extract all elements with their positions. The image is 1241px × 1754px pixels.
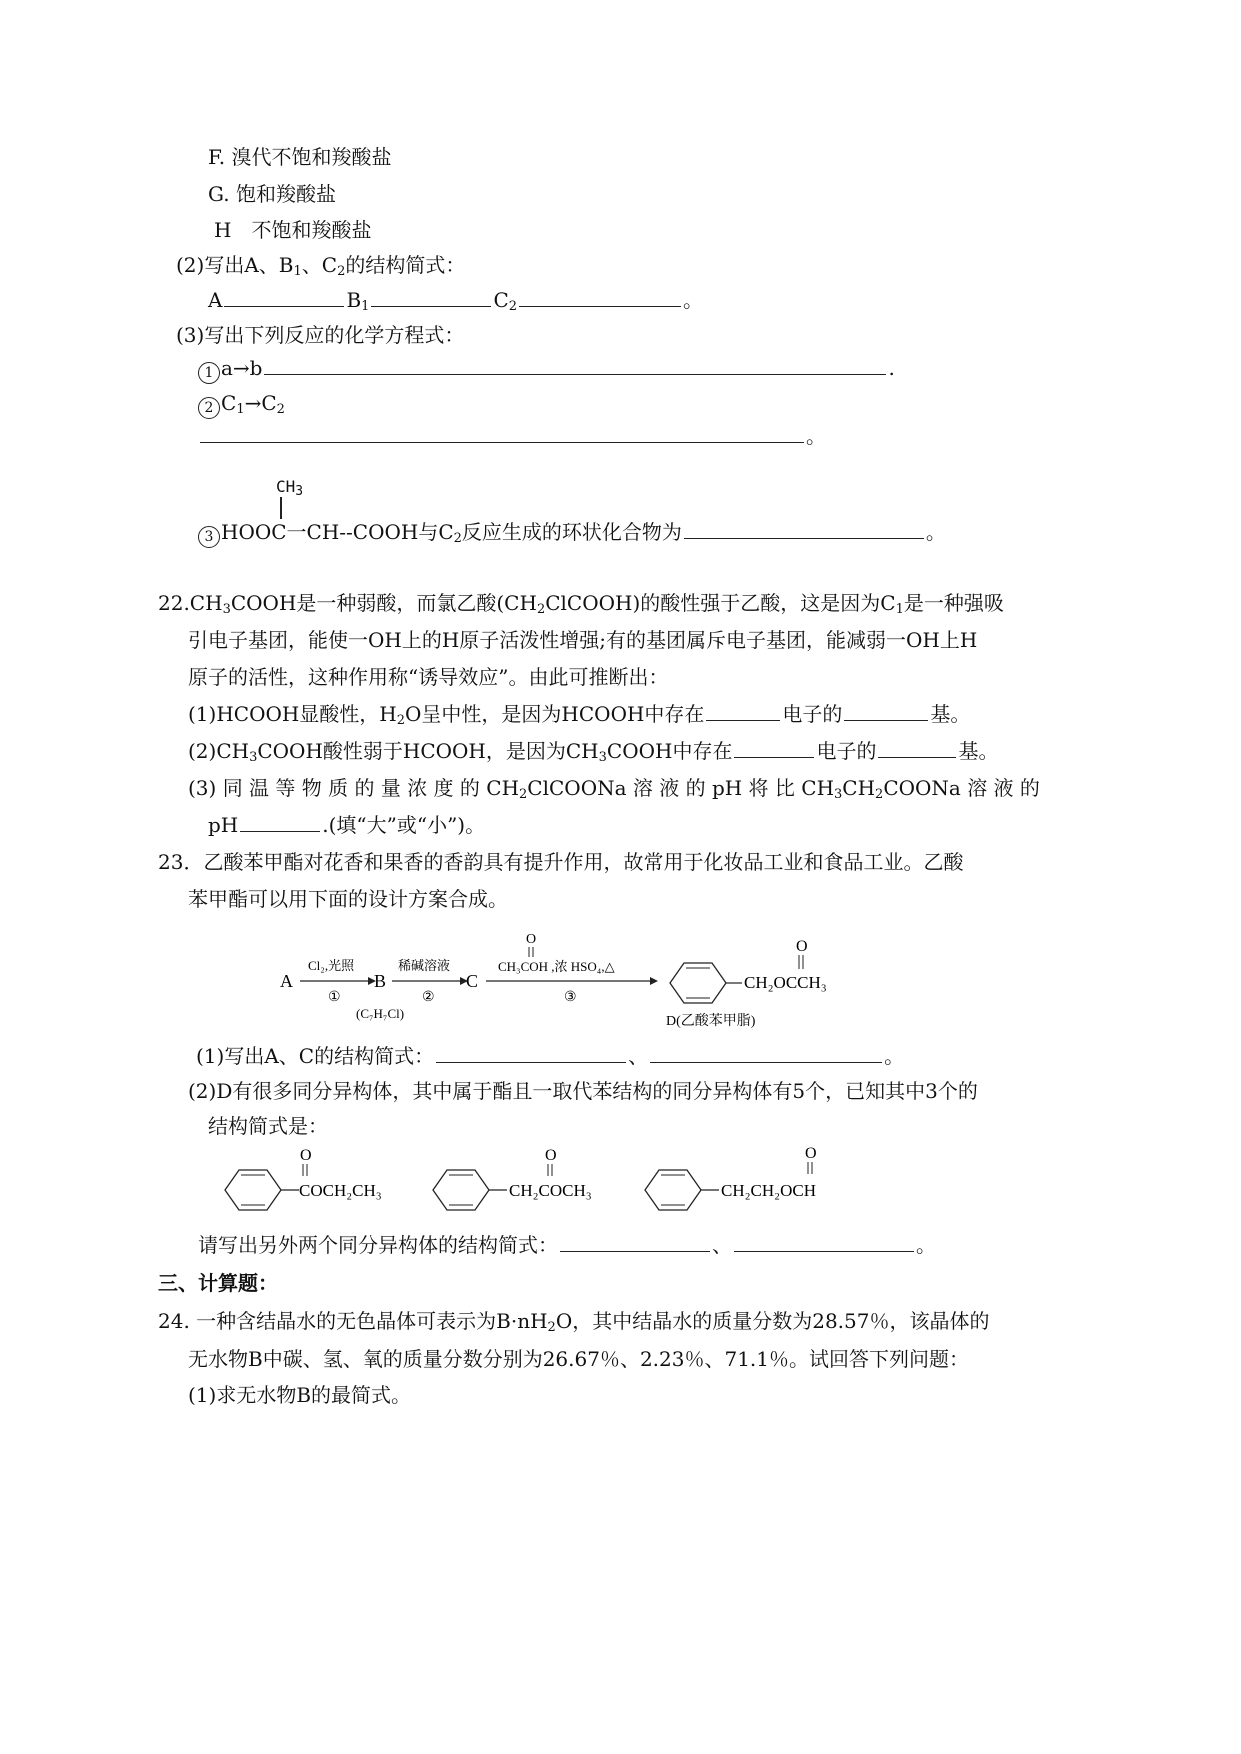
scheme-compound-a: A	[280, 971, 293, 991]
q23-part2-line-3: 请写出另外两个同分异构体的结构简式： 、 。	[198, 1233, 936, 1257]
q22-line-2: 引电子基团，能使一OH上的H原子活泼性增强;有的基团属斥电子基团，能减弱一OH上H	[188, 628, 978, 652]
q22-line-3: 原子的活性，这种作用称“诱导效应”。由此可推断出：	[188, 665, 669, 689]
q24-line-1: 24. 一种含结晶水的无色晶体可表示为$B\cdot nH_2O$，其中结晶水的质量分数为28.57％，该晶体的	[158, 1309, 990, 1335]
answer-blank-22-1b[interactable]	[844, 702, 928, 721]
benzene-ring-icon	[433, 1170, 489, 1210]
isomer-3-oxygen: O	[805, 1145, 817, 1162]
scheme-condition-1: Cl₂,光照	[308, 958, 355, 973]
answer-blank-a[interactable]	[224, 288, 344, 307]
q24-line-2: 无水物B中碳、氢、氧的质量分数分别为26.67％、2.23％、71.1％。试回答下列问题：	[188, 1347, 970, 1371]
option-g: G. 饱和羧酸盐	[208, 182, 336, 206]
section-3-heading: 三、计算题：	[158, 1271, 278, 1295]
answer-blank-eq3[interactable]	[684, 520, 924, 539]
answer-blank-22-2b[interactable]	[878, 739, 956, 758]
equation-2-answer-line: 。	[198, 423, 826, 449]
answer-blank-23-isomer-5[interactable]	[734, 1233, 914, 1252]
answer-blank-eq1[interactable]	[264, 356, 886, 375]
scheme-step-2: ②	[422, 990, 435, 1005]
answer-blank-23-c[interactable]	[650, 1044, 882, 1063]
methyl-bond	[280, 497, 282, 519]
answer-blank-b1[interactable]	[371, 288, 491, 307]
q23-line-2: 苯甲酯可以用下面的设计方案合成。	[188, 887, 508, 911]
answer-blank-c2[interactable]	[519, 288, 681, 307]
answer-blank-22-3[interactable]	[240, 813, 320, 832]
q22-part1: (1)HCOOH显酸性，$H_2O$呈中性，是因为HCOOH中存在 电子的 基。	[188, 702, 971, 728]
isomer-1-formula: COCH₂CH₃	[299, 1181, 382, 1200]
scheme-arrowhead-3	[650, 977, 658, 985]
isomer-2-oxygen: O	[545, 1147, 557, 1164]
scheme-condition-3-oxygen: O	[526, 932, 537, 947]
methyl-substituent: $CH_3$	[276, 477, 304, 499]
scheme-b-formula: (C₇H₇Cl)	[356, 1006, 405, 1021]
circled-number-1: 1	[198, 362, 220, 384]
synthesis-scheme	[270, 925, 870, 1035]
q23-part2-line-2: 结构简式是：	[208, 1114, 328, 1138]
circled-number-3: 3	[198, 526, 220, 548]
equation-3: 3 HOOC一CH--COOH与$C_2$反应生成的环状化合物为 。	[198, 519, 946, 548]
benzene-ring-icon	[645, 1170, 701, 1210]
option-h: H 不饱和羧酸盐	[214, 218, 372, 242]
scheme-compound-c: C	[466, 971, 479, 991]
isomer-1-oxygen: O	[300, 1147, 312, 1164]
benzene-ring-icon	[670, 963, 726, 1003]
equation-1: 1 a→b .	[198, 355, 895, 384]
circled-number-2: 2	[198, 397, 220, 419]
q24-part1: (1)求无水物B的最简式。	[188, 1383, 412, 1407]
q21-part2-blanks: A $B_1$ $C_2$ 。	[208, 288, 704, 314]
answer-blank-23-a[interactable]	[436, 1044, 626, 1063]
scheme-step-1: ①	[328, 990, 341, 1005]
answer-blank-eq2[interactable]	[200, 424, 804, 443]
scheme-d-name: D(乙酸苯甲脂)	[666, 1014, 756, 1029]
q22-part2: $(2)CH_3COOH$酸性弱于HCOOH，是因为$CH_3COOH$中存在 电子的 基。	[188, 739, 999, 765]
isomer-3	[645, 1145, 817, 1210]
answer-blank-22-2a[interactable]	[734, 739, 814, 758]
scheme-step-3: ③	[564, 990, 577, 1005]
option-f: F. 溴代不饱和羧酸盐	[208, 145, 392, 169]
benzene-ring-icon	[225, 1170, 281, 1210]
q22-part3-cont: pH .(填“大”或“小”)。	[208, 813, 486, 837]
isomer-2	[433, 1147, 592, 1210]
isomer-3-formula: CH₂CH₂OCH	[721, 1181, 816, 1200]
isomer-structures	[215, 1140, 865, 1220]
scheme-condition-3: CH₃COH ,浓 HSO₄,△	[498, 959, 615, 974]
q22-line-1: $22.CH_3COOH$是一种弱酸，而氯乙酸$(CH_2ClCOOH)$的酸性强于乙酸，这是因为$C_1$是一种强吸	[158, 591, 1004, 617]
equation-2: 2 $C_1\to C_2$	[198, 390, 285, 419]
scheme-condition-2: 稀碱溶液	[398, 958, 451, 973]
q21-part3: (3)写出下列反应的化学方程式：	[176, 323, 465, 347]
q21-part2: (2)写出A、$B_1$、$C_2$的结构简式：	[176, 253, 466, 279]
q23-part2-line-1: (2)D有很多同分异构体，其中属于酯且一取代苯结构的同分异构体有5个，已知其中3个的	[188, 1079, 978, 1103]
answer-blank-23-isomer-4[interactable]	[560, 1233, 710, 1252]
scheme-d-oxygen: O	[796, 938, 808, 955]
isomer-2-formula: CH₂COCH₃	[509, 1181, 592, 1200]
answer-blank-22-1a[interactable]	[706, 702, 780, 721]
q23-line-1: 23．乙酸苯甲酯对花香和果香的香韵具有提升作用，故常用于化妆品工业和食品工业。乙酸	[158, 850, 964, 874]
scheme-compound-b: B	[374, 971, 387, 991]
q22-part3: (3) 同 温 等 物 质 的 量 浓 度 的 $CH_2ClCOONa$ 溶 液 的 pH 将 比 $CH_3CH_2COONa$ 溶 液 的	[188, 776, 1040, 802]
q23-part1: (1)写出A、C的结构简式： 、 。	[196, 1044, 905, 1068]
isomer-1	[225, 1147, 382, 1210]
scheme-d-formula: CH₂OCCH₃	[744, 973, 827, 992]
